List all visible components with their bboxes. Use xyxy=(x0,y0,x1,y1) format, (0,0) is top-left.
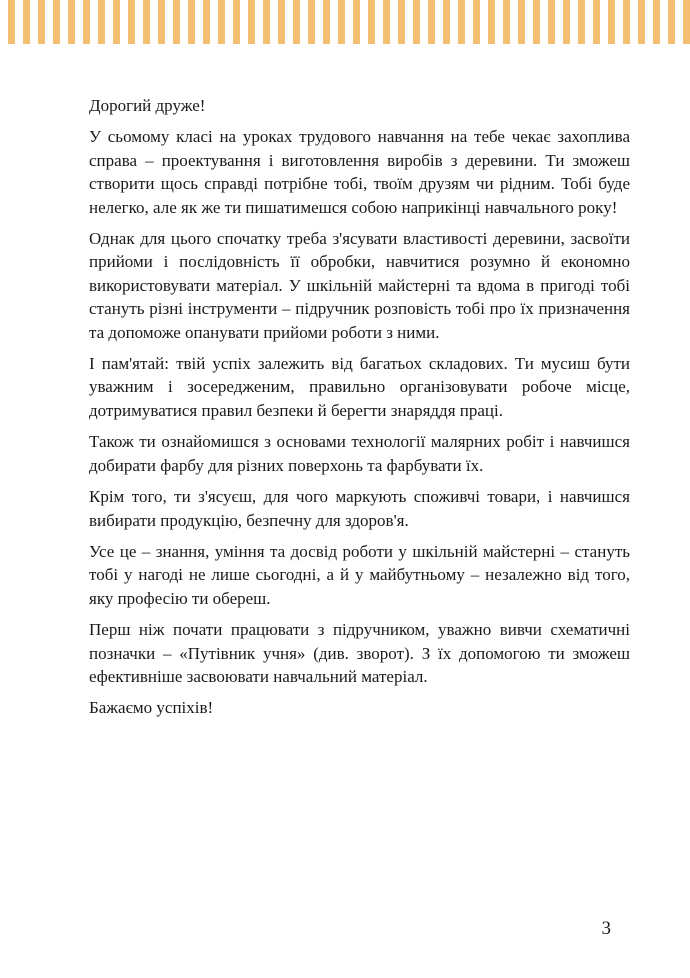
greeting: Дорогий друже! xyxy=(89,96,206,115)
decorative-top-stripes xyxy=(0,0,690,44)
paragraph-6: Усе це – знання, уміння та досвід роботи у шкільній майстерні – стануть тобі у нагоді не лише сьогодні, а й у майбутньому – незалежно від того, яку професію ти обереш. xyxy=(89,541,630,608)
paragraph-1: У сьомому класі на уроках трудового навчання на тебе чекає захоплива справа – проектування і виготовлення виробів з деревини. Ти зможеш створити щось справді потрібне тобі, твоїм друзям чи рідним. Тобі буде нелегко, але як же ти пишатимешся собою наприкінці навчального року! xyxy=(89,127,630,217)
letter-body xyxy=(89,94,630,728)
paragraph-7: Перш ніж почати працювати з підручником, уважно вивчи схематичні позначки – «Путівник учня» (див. зворот). З їх допомогою ти зможеш ефективніше засвоювати навчальний матеріал. xyxy=(89,620,630,686)
closing: Бажаємо успіхів! xyxy=(89,698,214,718)
paragraph-4: Також ти ознайомишся з основами технології малярних робіт і навчишся добирати фарбу для різних поверхонь та фарбувати їх. xyxy=(89,432,630,475)
paragraph-2: Однак для цього спочатку треба з'ясувати властивості деревини, засвоїти прийоми і послідовність її обробки, навчитися розумно й економно використовувати матеріал. У шкільній майстерні та вдома в пригоді тобі стануть різні інструменти – підручник розповість тобі про їх призначення та допоможе опанувати прийоми роботи з ними. xyxy=(89,229,630,342)
page-number: 3 xyxy=(601,918,611,939)
paragraph-5: Крім того, ти з'ясуєш, для чого маркують споживчі товари, і навчишся вибирати продукцію, безпечну для здоров'я. xyxy=(89,487,630,530)
paragraph-3: І пам'ятай: твій успіх залежить від багатьох складових. Ти мусиш бути уважним і зосередженим, правильно організовувати робоче місце, дотримуватися правил безпеки й берегти знаряддя праці. xyxy=(89,354,630,420)
